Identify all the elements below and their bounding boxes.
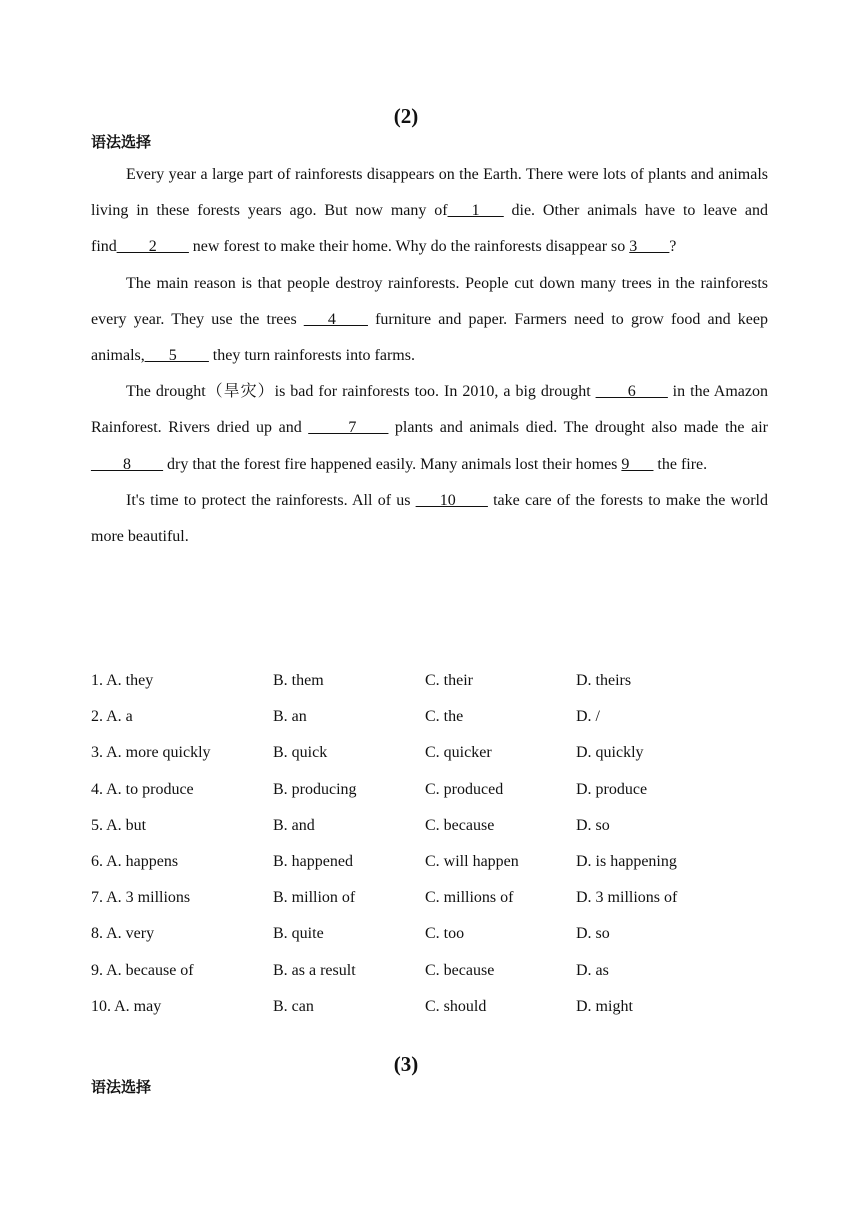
passage-text: take care of the forests to make the world more beautiful. xyxy=(91,491,768,546)
option-choice: B. as a result xyxy=(273,961,356,979)
option-choice: 5. A. but xyxy=(91,816,147,834)
option-choice: 1. A. they xyxy=(91,672,154,689)
option-choice: D. 3 millions of xyxy=(576,889,678,907)
passage-paragraph xyxy=(91,374,768,483)
passage-text: new forest to make their home. Why do the rainforests disappear so xyxy=(188,238,630,256)
option-choice: D. / xyxy=(576,708,600,726)
option-choice: C. produced xyxy=(425,780,504,798)
option-choice: C. millions of xyxy=(425,889,514,907)
answer-blank: ____8____ xyxy=(91,455,163,473)
option-choice: C. their xyxy=(425,672,473,689)
passage xyxy=(91,157,768,555)
option-choice: D. so xyxy=(576,816,610,834)
option-choice: B. happened xyxy=(273,852,353,870)
option-choice: B. and xyxy=(273,816,315,834)
option-choice: D. so xyxy=(576,925,610,943)
answer-blank: ___4____ xyxy=(303,310,368,328)
passage-text: in the Amazon Rainforest. Rivers dried up and xyxy=(91,383,768,437)
answer-blank: ____6____ xyxy=(595,383,668,401)
passage-text: The main reason is that people destroy rainforests. People cut down many trees in the rainforests every year. They use the trees xyxy=(91,274,768,328)
option-choice: 3. A. more quickly xyxy=(91,744,211,762)
option-choice: C. because xyxy=(425,816,495,834)
option-choice: D. produce xyxy=(576,780,648,798)
option-choice: 7. A. 3 millions xyxy=(91,889,191,907)
option-choice: D. as xyxy=(576,961,609,979)
section-2-title: (2) xyxy=(393,104,419,128)
answer-blank: ____2____ xyxy=(116,238,189,256)
option-choice: C. the xyxy=(425,708,464,726)
passage-text: furniture and paper. Farmers need to grow food and keep animals, xyxy=(91,310,768,365)
option-choice: B. million of xyxy=(273,889,356,907)
option-choice: D. quickly xyxy=(576,744,644,762)
option-choice: D. theirs xyxy=(576,672,632,689)
passage-paragraph xyxy=(91,157,768,266)
passage-text: the fire. xyxy=(653,455,708,473)
passage-text: Every year a large part of rainforests disappears on the Earth. There were lots of plants and animals living in these forests years ago. But now many of xyxy=(91,166,768,220)
option-choice: C. will happen xyxy=(425,852,519,870)
section-3-title: (3) xyxy=(393,1052,419,1076)
passage-text: It's time to protect the rainforests. All of us xyxy=(126,491,416,509)
option-choice: B. quick xyxy=(273,744,328,762)
option-choice: C. should xyxy=(425,997,487,1015)
option-choice: C. because xyxy=(425,961,495,979)
answer-blank: ___1___ xyxy=(447,202,504,220)
section-2-label: 语法选择 xyxy=(91,133,152,151)
passage-text: die. Other animals have to leave and find xyxy=(91,202,769,256)
option-choice: B. can xyxy=(273,997,314,1015)
answer-blank: ___5____ xyxy=(144,347,209,365)
passage-text: The drought（旱灾）is bad for rainforests too. In 2010, a big drought xyxy=(126,383,596,401)
option-choice: 9. A. because of xyxy=(91,961,194,979)
option-choice: 2. A. a xyxy=(91,708,133,726)
option-choice: D. is happening xyxy=(576,852,677,870)
option-choice: C. too xyxy=(425,925,465,943)
option-choice: 6. A. happens xyxy=(91,852,179,870)
passage-text: ? xyxy=(669,238,677,256)
passage-paragraph xyxy=(91,266,768,375)
passage-paragraph xyxy=(91,483,768,555)
option-choice: 10. A. may xyxy=(91,997,162,1015)
section-3-label: 语法选择 xyxy=(91,1078,152,1096)
passage-text: plants and animals died. The drought also made the air xyxy=(388,419,768,437)
option-choice: B. quite xyxy=(273,925,324,943)
option-choice: 4. A. to produce xyxy=(91,780,194,798)
option-choice: 8. A. very xyxy=(91,925,155,943)
option-choice: D. might xyxy=(576,997,633,1015)
option-choice: B. producing xyxy=(273,780,357,798)
option-choice: B. them xyxy=(273,672,324,689)
option-choice: C. quicker xyxy=(425,744,492,762)
option-choice: B. an xyxy=(273,708,307,726)
answer-blank: _____7____ xyxy=(308,419,389,437)
passage-text: they turn rainforests into farms. xyxy=(208,347,415,365)
answer-blank: ___10____ xyxy=(415,491,488,509)
passage-text: dry that the forest fire happened easily. Many animals lost their homes xyxy=(163,455,622,473)
answer-blank: 3____ xyxy=(629,238,670,256)
answer-blank: 9___ xyxy=(621,455,654,473)
